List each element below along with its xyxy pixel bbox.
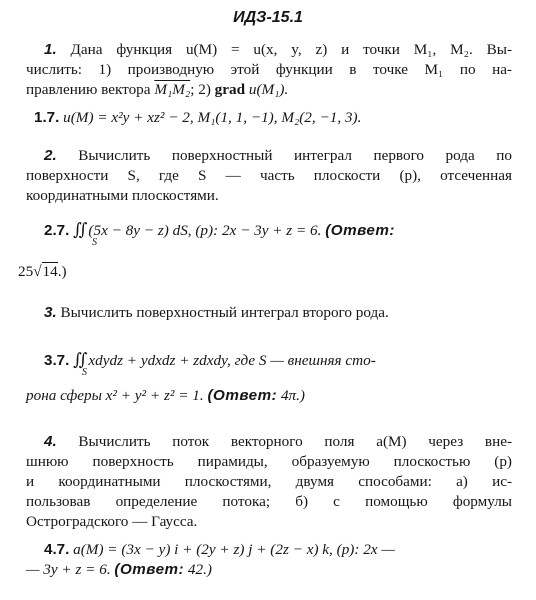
answer-label: (Ответ: <box>325 222 395 239</box>
variant-4-7-number: 4.7. <box>44 541 70 558</box>
problem-1-line-2: числить: 1) производную этой функции в точке M₁ по на- <box>26 61 512 78</box>
problem-3 <box>44 303 389 322</box>
problem-2-line-3: координатными плоскостями. <box>26 187 219 204</box>
problem-4-number: 4. <box>44 433 57 450</box>
integral-domain-s: S <box>82 367 87 378</box>
problem-4-line-4: пользовав определение потока; б) с помощью формулы <box>26 493 512 510</box>
variant-3-7-line-1: xdydz + ydxdz + zdxdy, где S — внешняя сто- <box>88 352 376 369</box>
problem-4-line-1: Вычислить поток векторного поля a(M) через вне- <box>78 433 513 450</box>
problem-4-line-5: Остроградского — Гаусса. <box>26 513 198 530</box>
answer-value: 42.) <box>187 561 212 578</box>
problem-4-line-3: и координатными плоскостями, двумя способами: а) ис- <box>26 473 512 490</box>
problem-1-number: 1. <box>44 41 57 58</box>
answer-radicand: 14 <box>42 263 58 280</box>
problem-1-line-3-prefix: правлению вектора <box>26 81 151 98</box>
sqrt-sign: √ <box>33 263 42 280</box>
variant-3-7-line-2: рона сферы x² + y² + z² = 1. <box>26 387 204 404</box>
integral-domain-s: S <box>92 237 97 248</box>
problem-2-line-2: поверхности S, где S — часть плоскости (p), отсеченная <box>26 167 512 184</box>
problem-2-line-1: Вычислить поверхностный интеграл первого рода по <box>78 147 513 164</box>
problem-2-number: 2. <box>44 147 57 164</box>
variant-1-7 <box>34 108 361 127</box>
problem-1-line-1: Дана функция u(M) = u(x, y, z) и точки M₁, M₂. Вы- <box>70 41 512 58</box>
problem-4-line-2: шнюю поверхность пирамиды, образуемую плоскостью (p) <box>26 453 512 470</box>
problem-1-line-3-mid: ; 2) <box>190 81 211 98</box>
problem-1-line-3-suffix: u(M₁). <box>248 81 289 98</box>
answer-value: 4π.) <box>280 387 305 404</box>
variant-3-7-number: 3.7. <box>44 352 70 369</box>
variant-2-7-text: (5x − 8y − z) dS, (p): 2x − 3y + z = 6. <box>88 222 322 239</box>
variant-1-7-text: u(M) = x²y + xz² − 2, M₁(1, 1, −1), M₂(2, −1, 3). <box>63 109 362 126</box>
variant-4-7-line-2: — 3y + z = 6. <box>26 561 111 578</box>
problem-3-number: 3. <box>44 304 57 321</box>
problem-3-line-1: Вычислить поверхностный интеграл второго рода. <box>60 304 389 321</box>
double-integral-symbol: ∬ <box>73 350 85 369</box>
vector-m1m2: M₁M₂ <box>154 81 191 98</box>
answer-close: .) <box>57 263 67 280</box>
answer-label: (Ответ: <box>114 561 185 578</box>
page-title: ИДЗ-15.1 <box>233 9 303 26</box>
answer-label: (Ответ: <box>207 387 278 404</box>
grad-operator: grad <box>214 81 246 98</box>
variant-4-7-line-1: a(M) = (3x − y) i + (2y + z) j + (2z − x) k, (p): 2x — <box>73 541 395 558</box>
variant-1-7-number: 1.7. <box>34 109 60 126</box>
answer-coefficient: 25 <box>18 263 34 280</box>
variant-2-7-number: 2.7. <box>44 222 70 239</box>
double-integral-symbol: ∬ <box>73 220 85 239</box>
